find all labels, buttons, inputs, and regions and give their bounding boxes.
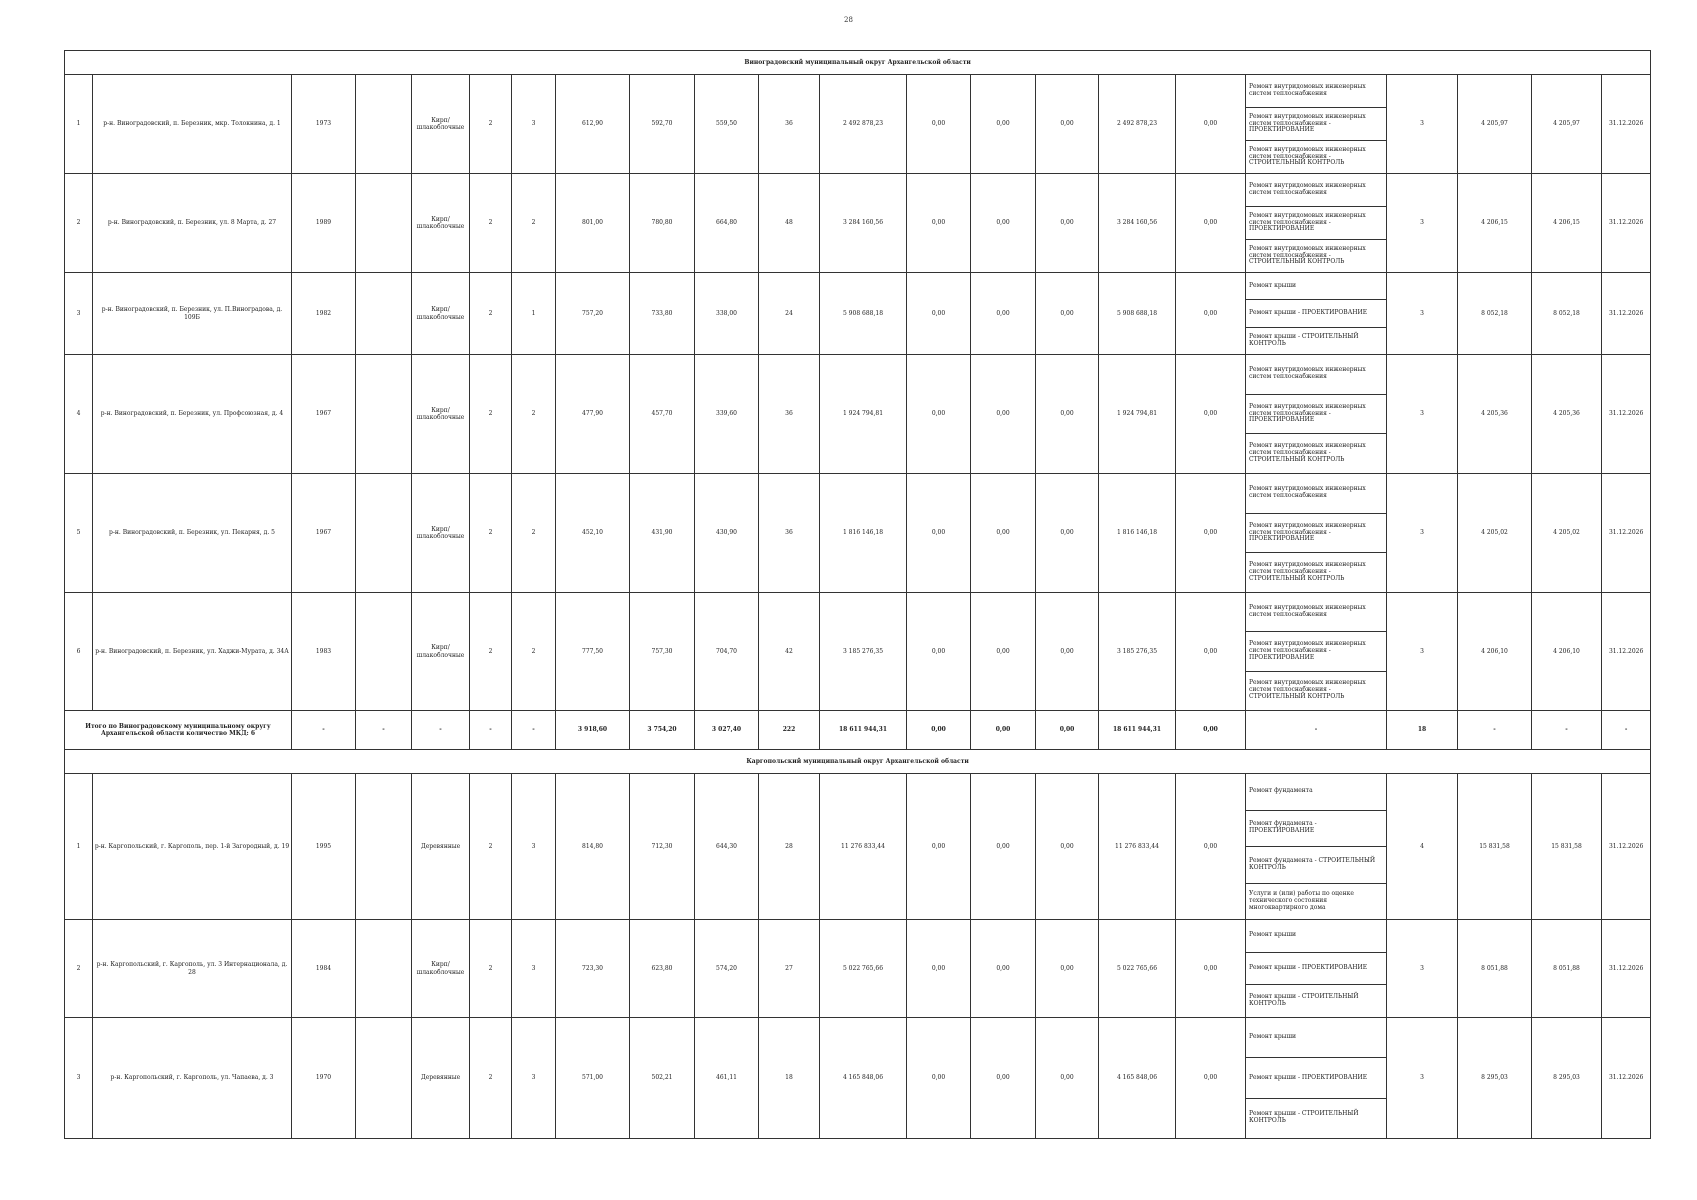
total-total-area: 3 918,60 — [556, 711, 630, 750]
fund-federal: 0,00 — [907, 273, 971, 355]
entrances-count: 3 — [512, 1018, 556, 1139]
residential-area: 664,80 — [695, 174, 759, 273]
total-fund1: 0,00 — [907, 711, 971, 750]
build-year: 1989 — [292, 174, 356, 273]
fund-federal: 0,00 — [907, 75, 971, 174]
empty-cell — [356, 474, 412, 593]
premises-area: 780,80 — [630, 174, 695, 273]
fund-owners: 5 022 765,66 — [1099, 920, 1176, 1018]
fund-municipal: 0,00 — [1036, 75, 1099, 174]
unit-cost: 4 206,10 — [1458, 593, 1532, 711]
total-row — [65, 711, 1651, 750]
completion-date: 31.12.2026 — [1602, 1018, 1651, 1139]
work-item: Ремонт крыши — [1249, 1033, 1297, 1041]
total-dash: - — [1458, 711, 1532, 750]
max-unit-cost: 8 051,88 — [1532, 920, 1602, 1018]
build-year: 1983 — [292, 593, 356, 711]
premises-area: 623,80 — [630, 920, 695, 1018]
build-year: 1967 — [292, 355, 356, 474]
fund-municipal: 0,00 — [1036, 474, 1099, 593]
work-item: Ремонт крыши - СТРОИТЕЛЬНЫЙ КОНТРОЛЬ — [1246, 984, 1386, 1017]
fund-regional: 0,00 — [971, 273, 1036, 355]
works-count: 3 — [1387, 174, 1458, 273]
table-row — [65, 174, 1651, 273]
floors-count: 2 — [470, 593, 512, 711]
table-row — [65, 474, 1651, 593]
total-fund2: 0,00 — [971, 711, 1036, 750]
work-item: Ремонт внутридомовых инженерных систем теплоснабжения - ПРОЕКТИРОВАНИЕ — [1246, 513, 1386, 553]
entrances-count: 2 — [512, 474, 556, 593]
works-list — [1246, 774, 1387, 920]
total-area: 723,30 — [556, 920, 630, 1018]
fund-federal: 0,00 — [907, 774, 971, 920]
total-area: 777,50 — [556, 593, 630, 711]
work-item: Ремонт внутридомовых инженерных систем теплоснабжения — [1249, 604, 1366, 619]
total-area: 571,00 — [556, 1018, 630, 1139]
works-list — [1246, 593, 1387, 711]
fund-regional: 0,00 — [971, 593, 1036, 711]
house-address: р-н. Каргопольский, г. Каргополь, ул. 3 Интернационала, д. 28 — [93, 920, 292, 1018]
row-number: 2 — [65, 174, 93, 273]
wall-material: Кирп/ шлакоблочные — [412, 474, 470, 593]
total-fund3: 0,00 — [1036, 711, 1099, 750]
empty-cell — [356, 593, 412, 711]
build-year: 1984 — [292, 920, 356, 1018]
works-list — [1246, 75, 1387, 174]
fund-federal: 0,00 — [907, 474, 971, 593]
max-unit-cost: 4 206,10 — [1532, 593, 1602, 711]
work-item: Ремонт внутридомовых инженерных систем теплоснабжения - ПРОЕКТИРОВАНИЕ — [1246, 394, 1386, 434]
completion-date: 31.12.2026 — [1602, 174, 1651, 273]
residents-count: 24 — [759, 273, 820, 355]
house-address: р-н. Виноградовский, п. Березник, ул. Пекарня, д. 5 — [93, 474, 292, 593]
fund-other: 0,00 — [1176, 1018, 1246, 1139]
fund-owners: 4 165 848,06 — [1099, 1018, 1176, 1139]
fund-municipal: 0,00 — [1036, 355, 1099, 474]
repair-cost: 5 022 765,66 — [820, 920, 907, 1018]
work-item: Ремонт крыши - СТРОИТЕЛЬНЫЙ КОНТРОЛЬ — [1246, 327, 1386, 354]
floors-count: 2 — [470, 174, 512, 273]
fund-regional: 0,00 — [971, 774, 1036, 920]
residents-count: 27 — [759, 920, 820, 1018]
wall-material: Кирп/ шлакоблочные — [412, 75, 470, 174]
entrances-count: 3 — [512, 75, 556, 174]
wall-material: Кирп/ шлакоблочные — [412, 593, 470, 711]
repair-cost: 2 492 878,23 — [820, 75, 907, 174]
work-item: Ремонт крыши - ПРОЕКТИРОВАНИЕ — [1246, 299, 1386, 326]
build-year: 1970 — [292, 1018, 356, 1139]
work-item: Ремонт фундамента - ПРОЕКТИРОВАНИЕ — [1246, 810, 1386, 847]
residential-area: 559,50 — [695, 75, 759, 174]
unit-cost: 8 295,03 — [1458, 1018, 1532, 1139]
fund-federal: 0,00 — [907, 174, 971, 273]
total-area-premises: 3 754,20 — [630, 711, 695, 750]
total-area-residential: 3 027,40 — [695, 711, 759, 750]
fund-municipal: 0,00 — [1036, 1018, 1099, 1139]
fund-other: 0,00 — [1176, 920, 1246, 1018]
works-list — [1246, 474, 1387, 593]
repair-cost: 11 276 833,44 — [820, 774, 907, 920]
premises-area: 592,70 — [630, 75, 695, 174]
works-count: 3 — [1387, 273, 1458, 355]
works-count: 3 — [1387, 75, 1458, 174]
fund-other: 0,00 — [1176, 75, 1246, 174]
residents-count: 18 — [759, 1018, 820, 1139]
work-item: Ремонт крыши — [1249, 281, 1297, 289]
build-year: 1982 — [292, 273, 356, 355]
residential-area: 574,20 — [695, 920, 759, 1018]
row-number: 6 — [65, 593, 93, 711]
section-title: Каргопольский муниципальный округ Архангельской области — [65, 750, 1651, 774]
empty-cell — [356, 273, 412, 355]
fund-owners: 5 908 688,18 — [1099, 273, 1176, 355]
fund-owners: 3 284 160,56 — [1099, 174, 1176, 273]
wall-material: Кирп/ шлакоблочные — [412, 174, 470, 273]
max-unit-cost: 8 052,18 — [1532, 273, 1602, 355]
premises-area: 757,30 — [630, 593, 695, 711]
row-number: 2 — [65, 920, 93, 1018]
table-row — [65, 1018, 1651, 1139]
residents-count: 36 — [759, 474, 820, 593]
work-item: Ремонт фундамента — [1249, 787, 1313, 795]
repair-cost: 5 908 688,18 — [820, 273, 907, 355]
work-item: Ремонт внутридомовых инженерных систем теплоснабжения - ПРОЕКТИРОВАНИЕ — [1246, 107, 1386, 140]
unit-cost: 4 205,36 — [1458, 355, 1532, 474]
total-dash: - — [1602, 711, 1651, 750]
repair-cost: 3 185 276,35 — [820, 593, 907, 711]
max-unit-cost: 4 206,15 — [1532, 174, 1602, 273]
residents-count: 28 — [759, 774, 820, 920]
house-address: р-н. Виноградовский, п. Березник, мкр. Толокнина, д. 1 — [93, 75, 292, 174]
total-area: 452,10 — [556, 474, 630, 593]
residents-count: 36 — [759, 355, 820, 474]
total-dash: - — [356, 711, 412, 750]
total-area: 814,80 — [556, 774, 630, 920]
total-dash: - — [512, 711, 556, 750]
entrances-count: 3 — [512, 774, 556, 920]
fund-other: 0,00 — [1176, 355, 1246, 474]
works-list — [1246, 174, 1387, 273]
floors-count: 2 — [470, 75, 512, 174]
fund-owners: 1 924 794,81 — [1099, 355, 1176, 474]
completion-date: 31.12.2026 — [1602, 474, 1651, 593]
fund-owners: 3 185 276,35 — [1099, 593, 1176, 711]
table-row — [65, 920, 1651, 1018]
floors-count: 2 — [470, 774, 512, 920]
works-count: 3 — [1387, 474, 1458, 593]
floors-count: 2 — [470, 355, 512, 474]
work-item: Ремонт крыши - СТРОИТЕЛЬНЫЙ КОНТРОЛЬ — [1246, 1098, 1386, 1138]
fund-regional: 0,00 — [971, 920, 1036, 1018]
table-row — [65, 355, 1651, 474]
residential-area: 644,30 — [695, 774, 759, 920]
work-item: Ремонт внутридомовых инженерных систем теплоснабжения - СТРОИТЕЛЬНЫЙ КОНТРОЛЬ — [1246, 552, 1386, 592]
repair-cost: 1 924 794,81 — [820, 355, 907, 474]
fund-municipal: 0,00 — [1036, 174, 1099, 273]
premises-area: 733,80 — [630, 273, 695, 355]
wall-material: Деревянные — [412, 774, 470, 920]
fund-municipal: 0,00 — [1036, 920, 1099, 1018]
premises-area: 457,70 — [630, 355, 695, 474]
works-count: 3 — [1387, 593, 1458, 711]
fund-regional: 0,00 — [971, 355, 1036, 474]
wall-material: Кирп/ шлакоблочные — [412, 920, 470, 1018]
fund-federal: 0,00 — [907, 593, 971, 711]
works-list — [1246, 273, 1387, 355]
build-year: 1973 — [292, 75, 356, 174]
completion-date: 31.12.2026 — [1602, 273, 1651, 355]
fund-owners: 11 276 833,44 — [1099, 774, 1176, 920]
work-item: Ремонт внутридомовых инженерных систем теплоснабжения — [1249, 83, 1366, 97]
fund-other: 0,00 — [1176, 474, 1246, 593]
wall-material: Кирп/ шлакоблочные — [412, 273, 470, 355]
repair-cost: 1 816 146,18 — [820, 474, 907, 593]
repair-cost: 4 165 848,06 — [820, 1018, 907, 1139]
row-number: 3 — [65, 1018, 93, 1139]
page-number: 28 — [844, 16, 853, 24]
table-row — [65, 774, 1651, 920]
premises-area: 431,90 — [630, 474, 695, 593]
total-area: 801,00 — [556, 174, 630, 273]
max-unit-cost: 8 295,03 — [1532, 1018, 1602, 1139]
floors-count: 2 — [470, 920, 512, 1018]
fund-other: 0,00 — [1176, 593, 1246, 711]
total-dash: - — [470, 711, 512, 750]
residential-area: 430,90 — [695, 474, 759, 593]
row-number: 1 — [65, 774, 93, 920]
works-list — [1246, 920, 1387, 1018]
works-count: 3 — [1387, 355, 1458, 474]
completion-date: 31.12.2026 — [1602, 355, 1651, 474]
residents-count: 36 — [759, 75, 820, 174]
fund-other: 0,00 — [1176, 174, 1246, 273]
completion-date: 31.12.2026 — [1602, 774, 1651, 920]
fund-other: 0,00 — [1176, 273, 1246, 355]
entrances-count: 3 — [512, 920, 556, 1018]
fund-owners: 2 492 878,23 — [1099, 75, 1176, 174]
total-label: Итого по Виноградовскому муниципальному округу Архангельской области количество МКД: 6 — [65, 711, 292, 750]
work-item: Ремонт внутридомовых инженерных систем теплоснабжения — [1249, 182, 1366, 196]
house-address: р-н. Виноградовский, п. Березник, ул. 8 Марта, д. 27 — [93, 174, 292, 273]
work-item: Услуги и (или) работы по оценке технического состояния многоквартирного дома — [1246, 883, 1386, 920]
unit-cost: 15 831,58 — [1458, 774, 1532, 920]
work-item: Ремонт внутридомовых инженерных систем теплоснабжения - СТРОИТЕЛЬНЫЙ КОНТРОЛЬ — [1246, 671, 1386, 710]
fund-federal: 0,00 — [907, 355, 971, 474]
row-number: 4 — [65, 355, 93, 474]
total-residents: 222 — [759, 711, 820, 750]
empty-cell — [356, 174, 412, 273]
max-unit-cost: 4 205,36 — [1532, 355, 1602, 474]
house-address: р-н. Виноградовский, п. Березник, ул. Хаджи-Мурата, д. 34А — [93, 593, 292, 711]
entrances-count: 2 — [512, 174, 556, 273]
fund-regional: 0,00 — [971, 75, 1036, 174]
fund-municipal: 0,00 — [1036, 273, 1099, 355]
work-item: Ремонт внутридомовых инженерных систем теплоснабжения - ПРОЕКТИРОВАНИЕ — [1246, 206, 1386, 239]
entrances-count: 2 — [512, 593, 556, 711]
residential-area: 339,60 — [695, 355, 759, 474]
empty-cell — [356, 774, 412, 920]
row-number: 1 — [65, 75, 93, 174]
house-address: р-н. Каргопольский, г. Каргополь, пер. 1-й Загородный, д. 19 — [93, 774, 292, 920]
table-row — [65, 593, 1651, 711]
table-row — [65, 75, 1651, 174]
work-item: Ремонт крыши — [1249, 931, 1297, 939]
works-list — [1246, 355, 1387, 474]
total-area: 757,20 — [556, 273, 630, 355]
residential-area: 338,00 — [695, 273, 759, 355]
table-row — [65, 273, 1651, 355]
max-unit-cost: 15 831,58 — [1532, 774, 1602, 920]
work-item: Ремонт внутридомовых инженерных систем теплоснабжения - ПРОЕКТИРОВАНИЕ — [1246, 631, 1386, 670]
unit-cost: 4 205,02 — [1458, 474, 1532, 593]
work-item: Ремонт фундамента - СТРОИТЕЛЬНЫЙ КОНТРОЛЬ — [1246, 846, 1386, 883]
total-works-count: 18 — [1387, 711, 1458, 750]
row-number: 5 — [65, 474, 93, 593]
premises-area: 502,21 — [630, 1018, 695, 1139]
section-title: Виноградовский муниципальный округ Архангельской области — [65, 51, 1651, 75]
fund-municipal: 0,00 — [1036, 593, 1099, 711]
build-year: 1995 — [292, 774, 356, 920]
wall-material: Кирп/ шлакоблочные — [412, 355, 470, 474]
work-item: Ремонт крыши - ПРОЕКТИРОВАНИЕ — [1246, 1057, 1386, 1097]
repair-cost: 3 284 160,56 — [820, 174, 907, 273]
house-address: р-н. Виноградовский, п. Березник, ул. П.Виноградова, д. 109Б — [93, 273, 292, 355]
premises-area: 712,30 — [630, 774, 695, 920]
fund-regional: 0,00 — [971, 174, 1036, 273]
fund-federal: 0,00 — [907, 1018, 971, 1139]
total-fund-other: 0,00 — [1176, 711, 1246, 750]
registry-table — [64, 50, 1651, 1139]
residents-count: 48 — [759, 174, 820, 273]
works-count: 4 — [1387, 774, 1458, 920]
fund-regional: 0,00 — [971, 1018, 1036, 1139]
residential-area: 461,11 — [695, 1018, 759, 1139]
residential-area: 704,70 — [695, 593, 759, 711]
unit-cost: 8 051,88 — [1458, 920, 1532, 1018]
completion-date: 31.12.2026 — [1602, 75, 1651, 174]
fund-municipal: 0,00 — [1036, 774, 1099, 920]
work-item: Ремонт внутридомовых инженерных систем теплоснабжения - СТРОИТЕЛЬНЫЙ КОНТРОЛЬ — [1246, 140, 1386, 173]
house-address: р-н. Виноградовский, п. Березник, ул. Профсоюзная, д. 4 — [93, 355, 292, 474]
fund-regional: 0,00 — [971, 474, 1036, 593]
total-area: 612,90 — [556, 75, 630, 174]
unit-cost: 8 052,18 — [1458, 273, 1532, 355]
build-year: 1967 — [292, 474, 356, 593]
floors-count: 2 — [470, 273, 512, 355]
total-dash: - — [412, 711, 470, 750]
fund-owners: 1 816 146,18 — [1099, 474, 1176, 593]
total-dash: - — [1246, 711, 1387, 750]
house-address: р-н. Каргопольский, г. Каргополь, ул. Чапаева, д. 3 — [93, 1018, 292, 1139]
works-count: 3 — [1387, 920, 1458, 1018]
work-item: Ремонт внутридомовых инженерных систем теплоснабжения — [1249, 366, 1366, 381]
empty-cell — [356, 355, 412, 474]
entrances-count: 2 — [512, 355, 556, 474]
total-dash: - — [292, 711, 356, 750]
total-dash: - — [1532, 711, 1602, 750]
work-item: Ремонт крыши - ПРОЕКТИРОВАНИЕ — [1246, 952, 1386, 985]
total-fund-owners: 18 611 944,31 — [1099, 711, 1176, 750]
total-area: 477,90 — [556, 355, 630, 474]
fund-federal: 0,00 — [907, 920, 971, 1018]
entrances-count: 1 — [512, 273, 556, 355]
wall-material: Деревянные — [412, 1018, 470, 1139]
residents-count: 42 — [759, 593, 820, 711]
work-item: Ремонт внутридомовых инженерных систем теплоснабжения - СТРОИТЕЛЬНЫЙ КОНТРОЛЬ — [1246, 433, 1386, 473]
empty-cell — [356, 75, 412, 174]
total-cost: 18 611 944,31 — [820, 711, 907, 750]
floors-count: 2 — [470, 474, 512, 593]
works-list — [1246, 1018, 1387, 1139]
unit-cost: 4 205,97 — [1458, 75, 1532, 174]
completion-date: 31.12.2026 — [1602, 593, 1651, 711]
floors-count: 2 — [470, 1018, 512, 1139]
row-number: 3 — [65, 273, 93, 355]
fund-other: 0,00 — [1176, 774, 1246, 920]
max-unit-cost: 4 205,97 — [1532, 75, 1602, 174]
empty-cell — [356, 1018, 412, 1139]
max-unit-cost: 4 205,02 — [1532, 474, 1602, 593]
work-item: Ремонт внутридомовых инженерных систем теплоснабжения — [1249, 485, 1366, 500]
unit-cost: 4 206,15 — [1458, 174, 1532, 273]
work-item: Ремонт внутридомовых инженерных систем теплоснабжения - СТРОИТЕЛЬНЫЙ КОНТРОЛЬ — [1246, 239, 1386, 272]
works-count: 3 — [1387, 1018, 1458, 1139]
completion-date: 31.12.2026 — [1602, 920, 1651, 1018]
empty-cell — [356, 920, 412, 1018]
